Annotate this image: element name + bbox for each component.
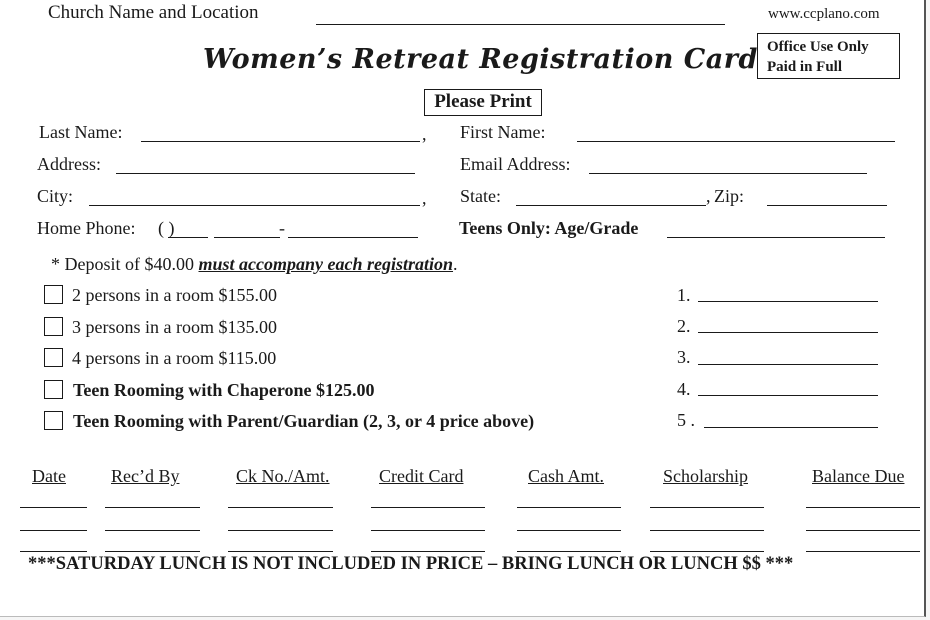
recd-line-1[interactable]	[105, 507, 200, 508]
name-number-3: 3.	[677, 347, 691, 367]
email-label: Email Address:	[460, 154, 571, 174]
zip-field[interactable]	[767, 205, 887, 206]
phone-area-code: ( )	[158, 218, 175, 238]
paid-in-full-label: Paid in Full	[767, 59, 843, 75]
option-2-persons-checkbox[interactable]	[44, 285, 63, 304]
first-name-field[interactable]	[577, 141, 895, 142]
address-field[interactable]	[116, 173, 415, 174]
phone-line-field[interactable]	[288, 237, 418, 238]
name-line-2[interactable]	[698, 332, 878, 333]
cash-line-2[interactable]	[517, 530, 621, 531]
credit-line-3[interactable]	[371, 551, 485, 552]
last-name-label: Last Name:	[39, 122, 123, 142]
email-field[interactable]	[589, 173, 867, 174]
phone-prefix-field[interactable]	[214, 237, 280, 238]
name-number-2: 2.	[677, 316, 691, 336]
deposit-emphasis: must accompany each registration	[198, 254, 454, 274]
col-recd-by: Rec’d By	[111, 466, 180, 486]
teens-age-grade-field[interactable]	[667, 237, 885, 238]
state-field[interactable]	[516, 205, 706, 206]
name-number-1: 1.	[677, 285, 691, 305]
credit-line-2[interactable]	[371, 530, 485, 531]
date-line-2[interactable]	[20, 530, 87, 531]
phone-area-field[interactable]	[168, 237, 208, 238]
comma-3: ,	[706, 186, 711, 206]
scholarship-line-3[interactable]	[650, 551, 764, 552]
credit-line-1[interactable]	[371, 507, 485, 508]
option-teen-chaperone-label: Teen Rooming with Chaperone $125.00	[73, 380, 375, 400]
state-label: State:	[460, 186, 501, 206]
col-date: Date	[32, 466, 66, 486]
home-phone-label: Home Phone:	[37, 218, 136, 238]
card-title: Women’s Retreat Registration Card	[203, 44, 758, 75]
zip-label: Zip:	[714, 186, 744, 206]
office-use-label: Office Use Only	[767, 39, 869, 55]
teens-age-grade-label: Teens Only: Age/Grade	[459, 218, 639, 238]
option-teen-parent-label: Teen Rooming with Parent/Guardian (2, 3, or 4 price above)	[73, 411, 535, 431]
date-line-1[interactable]	[20, 507, 87, 508]
phone-dash: -	[279, 218, 285, 238]
col-scholarship: Scholarship	[663, 466, 748, 486]
date-line-3[interactable]	[20, 551, 87, 552]
deposit-prefix: * Deposit of $40.00	[51, 254, 199, 274]
name-number-5: 5 .	[677, 410, 695, 430]
balance-line-3[interactable]	[806, 551, 920, 552]
option-4-persons-label: 4 persons in a room $115.00	[72, 348, 277, 368]
name-number-4: 4.	[677, 379, 691, 399]
balance-line-2[interactable]	[806, 530, 920, 531]
deposit-note	[51, 254, 458, 275]
website-url: www.ccplano.com	[768, 6, 880, 22]
name-line-4[interactable]	[698, 395, 878, 396]
address-label: Address:	[37, 154, 101, 174]
name-line-1[interactable]	[698, 301, 878, 302]
church-name-line[interactable]	[316, 24, 725, 25]
recd-line-2[interactable]	[105, 530, 200, 531]
recd-line-3[interactable]	[105, 551, 200, 552]
city-label: City:	[37, 186, 74, 206]
last-name-field[interactable]	[141, 141, 420, 142]
option-4-persons-checkbox[interactable]	[44, 348, 63, 367]
city-field[interactable]	[89, 205, 420, 206]
first-name-label: First Name:	[460, 122, 546, 142]
cash-line-3[interactable]	[517, 551, 621, 552]
lunch-notice: ***SATURDAY LUNCH IS NOT INCLUDED IN PRICE – BRING LUNCH OR LUNCH $$ ***	[28, 554, 794, 574]
col-cash-amount: Cash Amt.	[528, 466, 605, 486]
comma-2: ,	[422, 188, 427, 208]
balance-line-1[interactable]	[806, 507, 920, 508]
office-use-box	[757, 33, 900, 79]
check-line-3[interactable]	[228, 551, 333, 552]
check-line-1[interactable]	[228, 507, 333, 508]
option-teen-parent-checkbox[interactable]	[44, 411, 63, 430]
col-balance-due: Balance Due	[812, 466, 905, 486]
col-check-amount: Ck No./Amt.	[236, 466, 330, 486]
option-teen-chaperone-checkbox[interactable]	[44, 380, 63, 399]
option-2-persons-label: 2 persons in a room $155.00	[72, 285, 277, 305]
name-line-5[interactable]	[704, 427, 878, 428]
cash-line-1[interactable]	[517, 507, 621, 508]
name-line-3[interactable]	[698, 364, 878, 365]
comma-1: ,	[422, 124, 427, 144]
deposit-suffix: .	[453, 254, 458, 274]
church-name-label: Church Name and Location	[48, 2, 259, 23]
option-3-persons-label: 3 persons in a room $135.00	[72, 317, 277, 337]
scholarship-line-1[interactable]	[650, 507, 764, 508]
scholarship-line-2[interactable]	[650, 530, 764, 531]
option-3-persons-checkbox[interactable]	[44, 317, 63, 336]
please-print-box: Please Print	[424, 89, 542, 116]
check-line-2[interactable]	[228, 530, 333, 531]
col-credit-card: Credit Card	[379, 466, 464, 486]
